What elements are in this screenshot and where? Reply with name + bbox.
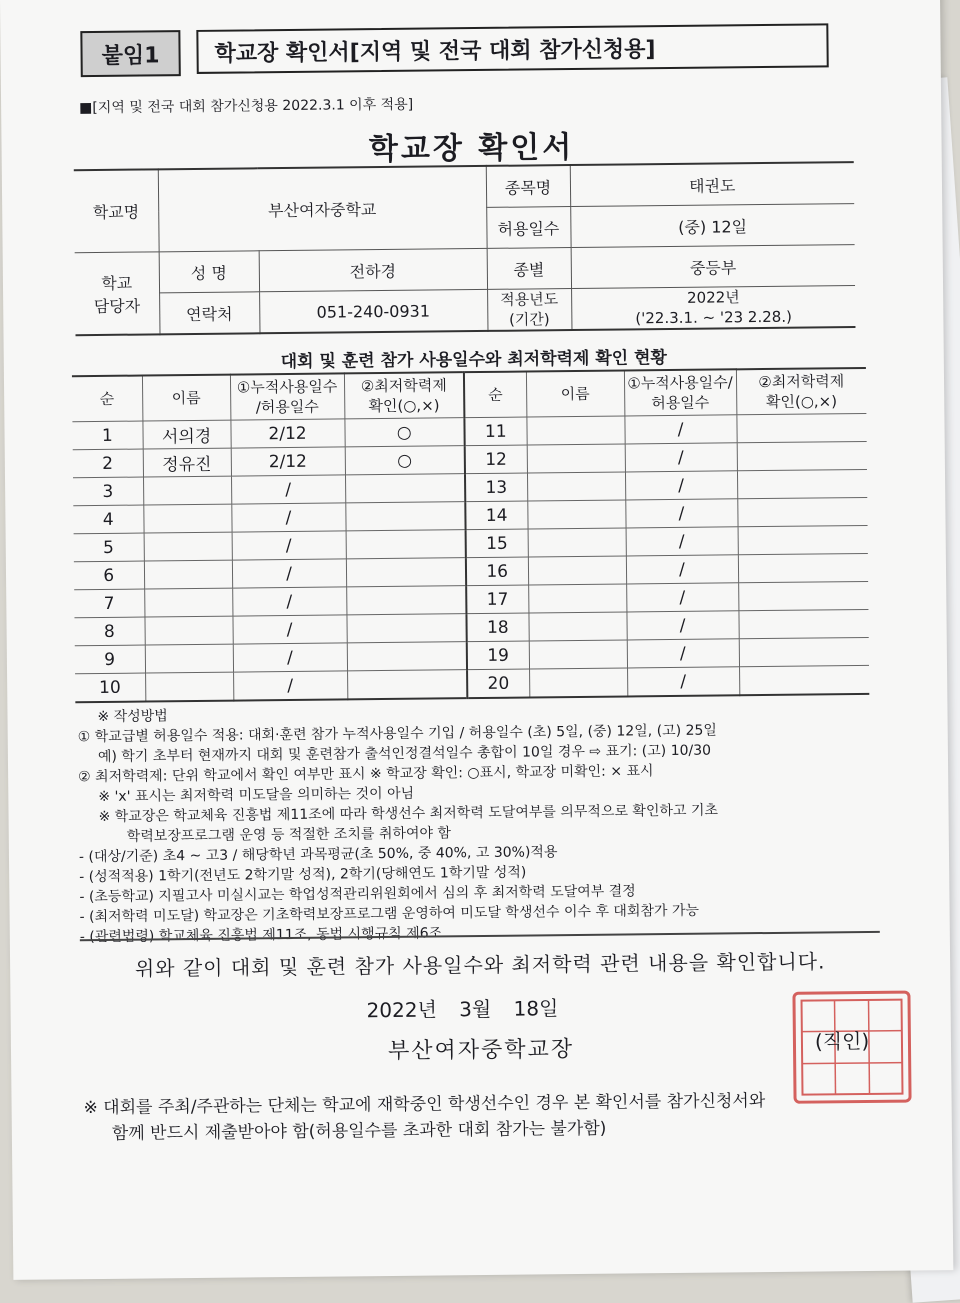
- days-used: /: [232, 615, 346, 644]
- row-number: 19: [467, 641, 529, 670]
- col-days: [230, 373, 344, 420]
- guide-line: ② 최저학력제: 단위 학교에서 확인 여부만 표시 ※ 학교장 확인: ○표시, 학교장 미확인: × 표시: [78, 763, 654, 786]
- academic-check: [737, 441, 867, 470]
- student-name: [526, 416, 624, 445]
- name-label: 성 명: [159, 251, 259, 293]
- student-name: [144, 532, 232, 561]
- academic-check: [738, 609, 868, 638]
- contact-value: 051-240-0931: [259, 289, 487, 333]
- days-used: /: [627, 667, 739, 697]
- student-name: [529, 668, 627, 698]
- student-name: [528, 584, 626, 613]
- year-value-cell: [571, 286, 855, 330]
- guide-line: ① 학교급별 허용일수 적용: 대회·훈련 참가 누적사용일수 기입 / 허용일수 (초) 5일, (중) 12일, (고) 25일: [77, 722, 717, 746]
- academic-check: [738, 553, 868, 582]
- academic-check: [346, 614, 466, 643]
- student-name: 정유진: [143, 448, 231, 477]
- student-name: [527, 500, 625, 529]
- row-number: 18: [466, 613, 528, 642]
- days-used: /: [232, 531, 346, 560]
- signer-name: 부산여자중학교장: [387, 1037, 575, 1064]
- student-name: [528, 528, 626, 557]
- student-name: [143, 476, 231, 505]
- col-no-right: 순: [464, 372, 526, 418]
- days-used: /: [231, 503, 345, 532]
- guide-line: - (대상/기준) 초4 ~ 고3 / 해당학년 과목평균(초 50%, 중 40%, 고 30%)적용: [78, 844, 558, 866]
- sport-value: 태권도: [570, 162, 854, 206]
- days-used: /: [625, 499, 737, 528]
- row-number: 2: [73, 449, 143, 478]
- days-used: /: [624, 415, 736, 444]
- row-number: 16: [466, 557, 528, 586]
- year-value: 2022년: [686, 288, 740, 307]
- guide-line: - (성적적용) 1학기(전년도 2학기말 성적), 2학기(당해연도 1학기말 성적): [79, 864, 527, 886]
- year-label: [487, 289, 571, 331]
- academic-check: [346, 530, 466, 559]
- days-used: /: [233, 643, 347, 672]
- academic-check: [739, 665, 869, 695]
- academic-check: [738, 581, 868, 610]
- row-number: 4: [73, 505, 143, 534]
- staff-label-line1: 학교: [101, 273, 133, 293]
- student-name: [144, 616, 232, 645]
- issue-date: 2022년 3월 18일: [366, 996, 559, 1023]
- academic-check: ○: [344, 418, 464, 447]
- guide-line: ※ 학교장은 학교체육 진흥법 제11조에 따라 학생선수 최저학력 도달여부를 의무적으로 확인하고 기초: [98, 802, 719, 826]
- col-name: 이름: [142, 375, 230, 421]
- academic-check: ○: [345, 446, 465, 475]
- col-name-right: 이름: [526, 370, 624, 417]
- attachment-tag: 붙임1: [80, 30, 180, 77]
- student-name: [528, 612, 626, 641]
- guide-line: - (관련법령) 학교체육 진흥법 제11조, 동법 시행규칙 제6조: [79, 925, 443, 946]
- col-days-right: [624, 369, 736, 416]
- student-name: [145, 672, 233, 701]
- col-check: [344, 372, 464, 419]
- row-number: 8: [74, 617, 144, 646]
- student-name: [144, 560, 232, 589]
- guide-line: - (초등학교) 지필고사 미실시교는 학업성적관리위원회에서 심의 후 최저학력 도달여부 결정: [79, 883, 636, 906]
- info-table: [74, 161, 856, 336]
- row-number: 13: [465, 473, 527, 502]
- days-used: /: [232, 587, 346, 616]
- academic-check: [346, 558, 466, 587]
- roster-table: [72, 367, 869, 703]
- days-used: /: [626, 611, 738, 640]
- col-check-right-line2: 확인(○,×): [765, 392, 838, 412]
- student-name: [527, 444, 625, 473]
- row-number: 7: [74, 589, 144, 618]
- col-days-right-line1: ①누적사용일수/: [627, 373, 733, 393]
- guide-line: 학력보장프로그램 운영 등 적절한 조치를 취하여야 함: [126, 825, 452, 845]
- academic-check: [739, 637, 869, 666]
- row-number: 12: [465, 445, 527, 474]
- student-name: [143, 504, 231, 533]
- row-number: 1: [72, 421, 142, 450]
- academic-check: [738, 525, 868, 554]
- guide-line: ※ 'x' 표시는 최저학력 미도달을 의미하는 것이 아님: [98, 785, 415, 806]
- allow-label: 허용일수: [486, 207, 570, 249]
- category-value: 중등부: [571, 245, 855, 289]
- school-value: 부산여자중학교: [158, 166, 487, 252]
- guide-line: 예) 학기 초부터 현재까지 대회 및 훈련참가 출석인정결석일수 총합이 10일 경우 ⇨ 표기: (고) 10/30: [97, 742, 712, 766]
- days-used: /: [626, 555, 738, 584]
- days-used: /: [232, 559, 346, 588]
- row-number: 6: [74, 561, 144, 590]
- row-number: 14: [465, 501, 527, 530]
- days-used: /: [626, 527, 738, 556]
- guide-line: - (최저학력 미도달) 학교장은 기초학력보장프로그램 운영하여 미도달 학생선수 이수 후 대회참가 가능: [79, 902, 700, 926]
- col-days-line2: /허용일수: [255, 397, 319, 417]
- row-number: 11: [464, 417, 526, 446]
- col-check-right-line1: ②최저학력제: [758, 372, 845, 392]
- allow-value: (중) 12일: [570, 204, 854, 248]
- days-used: 2/12: [231, 447, 345, 476]
- footer-note-line1: ※ 대회를 주최/주관하는 단체는 학교에 재학중인 학생선수인 경우 본 확인서를 참가신청서와: [83, 1091, 766, 1119]
- student-name: [144, 588, 232, 617]
- roster-header: [72, 368, 866, 422]
- col-check-line1: ②최저학력제: [360, 376, 447, 396]
- footer-note-line2: 함께 반드시 제출받아야 함(허용일수를 초과한 대회 참가는 불가함): [111, 1118, 607, 1144]
- row-number: 5: [74, 533, 144, 562]
- col-no: 순: [72, 376, 142, 422]
- row-number: 15: [466, 529, 528, 558]
- academic-check: [346, 586, 466, 615]
- document-header: 학교장 확인서[지역 및 전국 대회 참가신청용]: [196, 23, 828, 74]
- academic-check: [347, 642, 467, 671]
- days-used: /: [625, 443, 737, 472]
- row-number: 10: [75, 673, 145, 702]
- academic-check: [345, 502, 465, 531]
- student-name: 서의경: [142, 420, 230, 449]
- sport-label: 종목명: [486, 165, 570, 207]
- notice-line: ■[지역 및 전국 대회 참가신청용 2022.3.1 이후 적용]: [79, 96, 414, 117]
- confirm-statement: 위와 같이 대회 및 훈련 참가 사용일수와 최저학력 관련 내용을 확인합니다.: [134, 949, 826, 981]
- col-days-right-line2: 허용일수: [651, 393, 710, 413]
- academic-check: [345, 474, 465, 503]
- academic-check: [736, 413, 866, 442]
- stamp-label: (직인): [814, 1028, 870, 1054]
- col-check-line2: 확인(○,×): [368, 396, 440, 416]
- student-name: [529, 640, 627, 669]
- row-number: 9: [75, 645, 145, 674]
- row-number: 17: [466, 585, 528, 614]
- guide-heading: ※ 작성방법: [97, 708, 168, 726]
- academic-check: [737, 497, 867, 526]
- days-used: /: [231, 475, 345, 504]
- days-used: /: [627, 639, 739, 668]
- guide-notes: [77, 699, 879, 947]
- row-number: 3: [73, 477, 143, 506]
- col-check-right: [736, 368, 866, 415]
- year-label-line1: 적용년도: [500, 290, 559, 309]
- days-used: 2/12: [230, 419, 344, 448]
- academic-check: [737, 469, 867, 498]
- row-number: 20: [467, 669, 529, 698]
- staff-label-line2: 담당자: [93, 296, 141, 316]
- category-label: 종별: [487, 248, 571, 290]
- days-used: /: [626, 583, 738, 612]
- year-label-line2: (기간): [508, 310, 550, 329]
- col-days-line1: ①누적사용일수: [236, 377, 338, 397]
- student-name: [527, 472, 625, 501]
- page-title: 학교장 확인서: [368, 129, 575, 168]
- contact-label: 연락처: [159, 292, 259, 335]
- section-title: 대회 및 훈련 참가 사용일수와 최저학력제 확인 현황: [280, 348, 668, 373]
- staff-label: [75, 252, 160, 335]
- year-period: ('22.3.1. ~ '23 2.28.): [635, 307, 792, 328]
- name-value: 전하경: [259, 248, 487, 291]
- student-name: [528, 556, 626, 585]
- student-name: [145, 644, 233, 673]
- academic-check: [347, 670, 467, 700]
- days-used: /: [233, 671, 347, 701]
- footer-note: [83, 1087, 884, 1147]
- days-used: /: [625, 471, 737, 500]
- school-label: 학교명: [74, 169, 159, 252]
